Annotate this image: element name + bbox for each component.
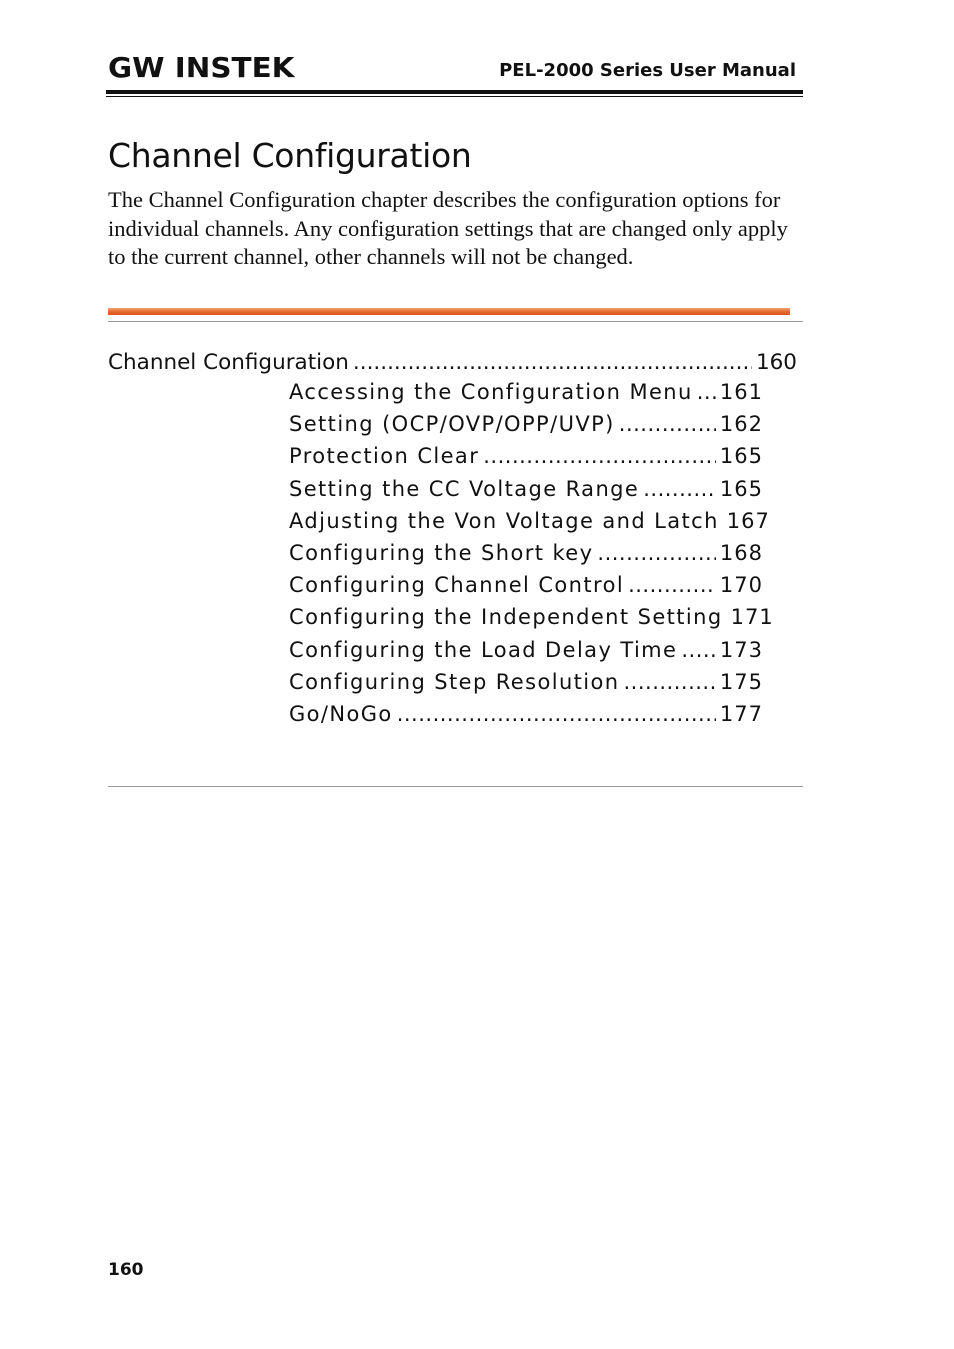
toc-main-entry[interactable]: [108, 350, 797, 375]
toc-entry-label: Accessing the Configuration Menu: [289, 380, 693, 404]
toc-entry[interactable]: [289, 380, 763, 412]
toc-entry-label: Go/NoGo: [289, 701, 393, 726]
toc-entry[interactable]: [289, 573, 763, 605]
toc-leader-dots: [624, 670, 716, 694]
gw-instek-logo: GW INSTEK: [108, 50, 295, 84]
divider-line-top: [108, 321, 803, 322]
toc-entry[interactable]: [289, 638, 763, 670]
toc-entry-label: Configuring the Short key: [289, 540, 594, 565]
header-rule-thin: [106, 96, 803, 97]
toc-entry-label: Configuring Step Resolution: [289, 669, 620, 694]
toc-entry[interactable]: [289, 508, 770, 541]
toc-entry-page: 173: [719, 637, 763, 662]
toc-entry-page: 168: [719, 540, 763, 565]
chapter-title: Channel Configuration: [108, 136, 472, 175]
toc-entry[interactable]: [289, 477, 763, 509]
toc-entry[interactable]: [289, 670, 763, 702]
toc-main-page: 160: [755, 350, 797, 375]
toc-entry-label: Setting the CC Voltage Range: [289, 476, 640, 501]
toc-entry-page: 165: [719, 444, 763, 469]
toc-leader-dots: [483, 444, 716, 468]
toc-leader-dots: [597, 541, 716, 565]
toc-leader-dots: [353, 350, 752, 375]
toc-entry[interactable]: [289, 605, 774, 637]
toc-entry-label: Protection Clear: [289, 444, 480, 469]
header-rule-thick: [106, 90, 803, 94]
divider-line-bottom: [108, 786, 803, 787]
toc-entry-page: 171: [730, 605, 774, 630]
toc-entry-page: 167: [726, 508, 770, 533]
toc-entry-page: 177: [719, 701, 763, 726]
toc-entry-page: 161: [719, 380, 763, 404]
toc-leader-dots: [397, 702, 716, 726]
toc-entry-label: Adjusting the Von Voltage and Latch: [289, 508, 719, 533]
toc-entry-page: 170: [719, 573, 763, 598]
manual-title: PEL-2000 Series User Manual: [499, 60, 796, 81]
toc-leader-dots: [628, 573, 716, 597]
page-number: 160: [108, 1260, 144, 1280]
toc-main-label: Channel Configuration: [108, 350, 349, 375]
chapter-intro: The Channel Configuration chapter describes the configuration options for individual channels. Any configuration settings that are changed only apply to the current channel, other channels will not be changed.: [108, 187, 788, 269]
toc-entry[interactable]: [289, 541, 763, 573]
toc-entry[interactable]: [289, 702, 763, 734]
toc-entry-page: 175: [719, 669, 763, 694]
accent-divider: [108, 308, 790, 315]
toc-entry-page: 162: [719, 412, 763, 437]
toc-entry-label: Configuring the Independent Setting: [289, 605, 723, 630]
toc-entry-label: Configuring Channel Control: [289, 573, 625, 598]
toc-leader-dots: [697, 380, 716, 404]
toc-leader-dots: [681, 638, 716, 662]
toc-entry-page: 165: [719, 476, 763, 501]
toc-sub-list: [289, 380, 774, 734]
toc-entry[interactable]: [289, 444, 763, 476]
toc-entry-label: Setting (OCP/OVP/OPP/UVP): [289, 412, 615, 437]
toc-leader-dots: [619, 412, 716, 436]
toc-leader-dots: [643, 477, 716, 501]
toc-entry-label: Configuring the Load Delay Time: [289, 637, 678, 662]
toc-entry[interactable]: [289, 412, 763, 444]
